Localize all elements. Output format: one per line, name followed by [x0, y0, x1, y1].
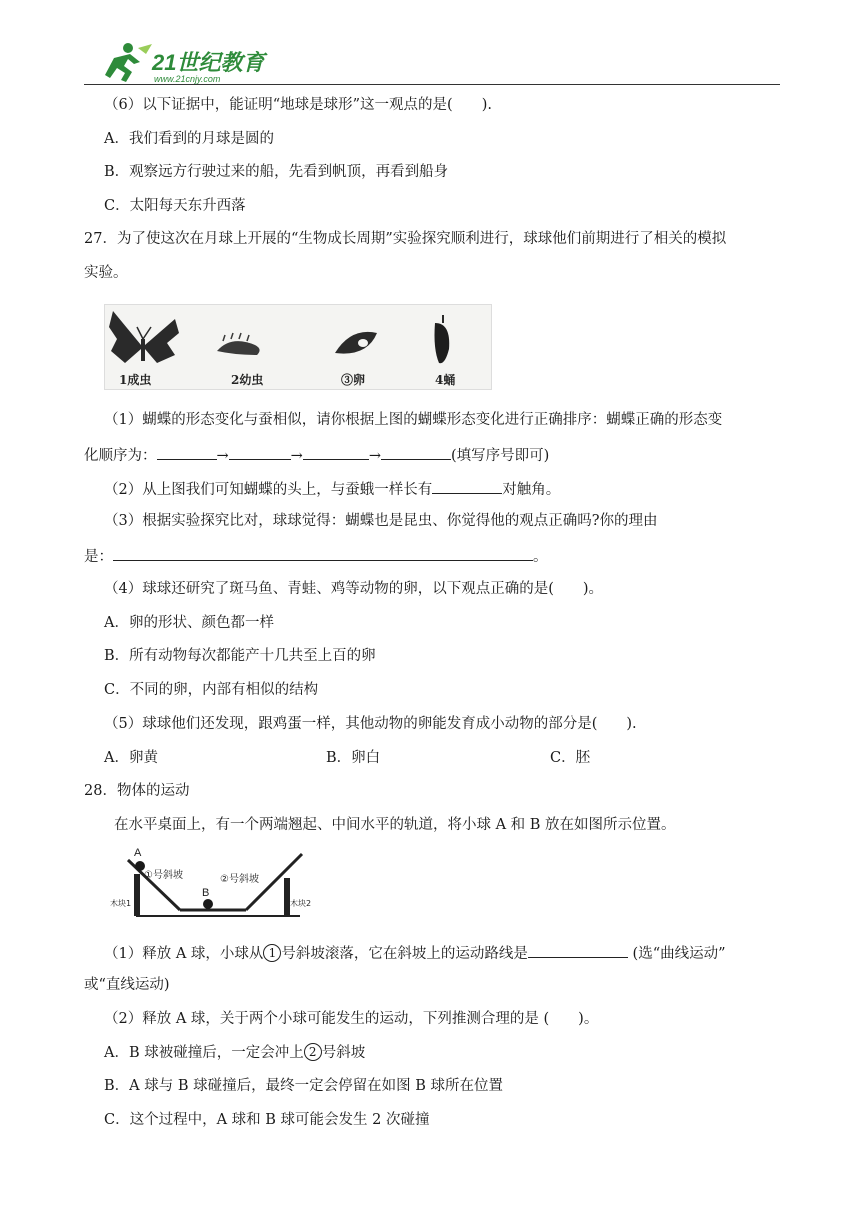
header-rule	[84, 84, 780, 85]
q28-intro: 在水平桌面上，有一个两端翘起、中间水平的轨道，将小球 A 和 B 放在如图所示位置。	[114, 817, 676, 833]
q27-intro-line2: 实验。	[84, 265, 128, 281]
q28-sub2-option-b: B．A 球与 B 球碰撞后，最终一定会停留在如图 B 球所在位置	[104, 1078, 503, 1094]
answer-blank-1[interactable]	[157, 444, 217, 460]
butterfly-lifecycle-drawing	[105, 305, 491, 389]
label-ball-a: A	[134, 847, 142, 859]
q27-sub1-line2: 化顺序为： → → → (填写序号即可)	[84, 444, 549, 466]
figure-label-larva: 2幼虫	[231, 373, 264, 387]
svg-text:21世纪教育: 21世纪教育	[152, 50, 265, 75]
logo-runner-icon	[100, 40, 290, 86]
q27-sub4-option-c: C．不同的卵，内部有相似的结构	[104, 682, 319, 698]
q27-sub2: （2）从上图我们可知蝴蝶的头上，与蚕蛾一样长有 对触角。	[104, 478, 560, 500]
caterpillar-larva-icon	[217, 333, 260, 355]
figure-label-pupa: 4蛹	[435, 373, 456, 387]
track-figure	[110, 844, 320, 920]
figure-label-egg: ③卵	[341, 373, 366, 387]
q27-sub1-line1: （1）蝴蝶的形态变化与蚕相似，请你根据上图的蝴蝶形态变化进行正确排序：蝴蝶正确的形态变	[104, 412, 723, 428]
q27-intro-line1: 27．为了使这次在月球上开展的“生物成长周期”实验探究顺利进行，球球他们前期进行了相关的模拟	[84, 231, 727, 247]
circled-number-1: 1	[263, 944, 281, 962]
label-slope2: ②号斜坡	[220, 874, 259, 885]
butterfly-lifecycle-figure	[104, 304, 492, 390]
answer-blank-3[interactable]	[303, 444, 369, 460]
egg-on-leaf-icon	[335, 332, 377, 354]
answer-blank-antennae[interactable]	[432, 478, 502, 494]
butterfly-adult-icon	[109, 311, 179, 363]
answer-blank-4[interactable]	[381, 444, 451, 460]
q27-sub3-line1: （3）根据实验探究比对，球球觉得：蝴蝶也是昆虫、你觉得他的观点正确吗?你的理由	[104, 513, 658, 529]
q27-sub3-line2: 是： 。	[84, 545, 548, 567]
answer-blank-2[interactable]	[229, 444, 291, 460]
answer-blank-motion-path[interactable]	[528, 942, 628, 958]
q27-sub5-stem: （5）球球他们还发现，跟鸡蛋一样，其他动物的卵能发育成小动物的部分是( ).	[104, 716, 637, 732]
page-header	[100, 40, 780, 86]
ball-b	[203, 899, 213, 909]
q28-title: 28．物体的运动	[84, 783, 190, 799]
track-drawing	[110, 844, 320, 920]
q28-sub1-line2: 或“直线运动)	[84, 977, 170, 993]
figure-label-adult: 1成虫	[119, 373, 152, 387]
label-block1: 木块1	[110, 899, 132, 908]
q26-6-option-b: B．观察远方行驶过来的船，先看到帆顶，再看到船身	[104, 164, 449, 180]
q26-6-option-c: C．太阳每天东升西落	[104, 198, 246, 214]
q26-6-option-a: A．我们看到的月球是圆的	[104, 131, 274, 147]
circled-number-2: 2	[304, 1043, 322, 1061]
block1-shape	[134, 874, 140, 916]
q28-sub2-option-a: A．B 球被碰撞后，一定会冲上 2 号斜坡	[104, 1045, 366, 1061]
q27-sub5-option-a: A．卵黄	[104, 750, 158, 766]
block2-shape	[284, 878, 290, 916]
label-block2: 木块2	[290, 899, 312, 908]
pupa-chrysalis-icon	[435, 315, 450, 363]
q27-sub4-option-a: A．卵的形状、颜色都一样	[104, 615, 274, 631]
label-ball-b: B	[202, 887, 210, 899]
q28-sub2-stem: （2）释放 A 球，关于两个小球可能发生的运动，下列推测合理的是 ( )。	[104, 1011, 599, 1027]
q27-sub4-stem: （4）球球还研究了斑马鱼、青蛙、鸡等动物的卵，以下观点正确的是( )。	[104, 581, 604, 597]
q28-sub2-option-c: C．这个过程中，A 球和 B 球可能会发生 2 次碰撞	[104, 1112, 430, 1128]
q28-sub1-line1: （1）释放 A 球，小球从 1 号斜坡滚落，它在斜坡上的运动路线是 (选“曲线运动”	[104, 942, 726, 964]
answer-blank-reason[interactable]	[113, 545, 533, 561]
q26-6-stem: （6）以下证据中，能证明“地球是球形”这一观点的是( ).	[104, 97, 492, 113]
q27-sub5-option-c: C．胚	[550, 750, 591, 766]
q27-sub4-option-b: B．所有动物每次都能产十几共至上百的卵	[104, 648, 376, 664]
q27-sub5-option-b: B．卵白	[326, 750, 381, 766]
svg-text:www.21cnjy.com: www.21cnjy.com	[154, 74, 221, 84]
label-slope1: ①号斜坡	[144, 870, 183, 881]
